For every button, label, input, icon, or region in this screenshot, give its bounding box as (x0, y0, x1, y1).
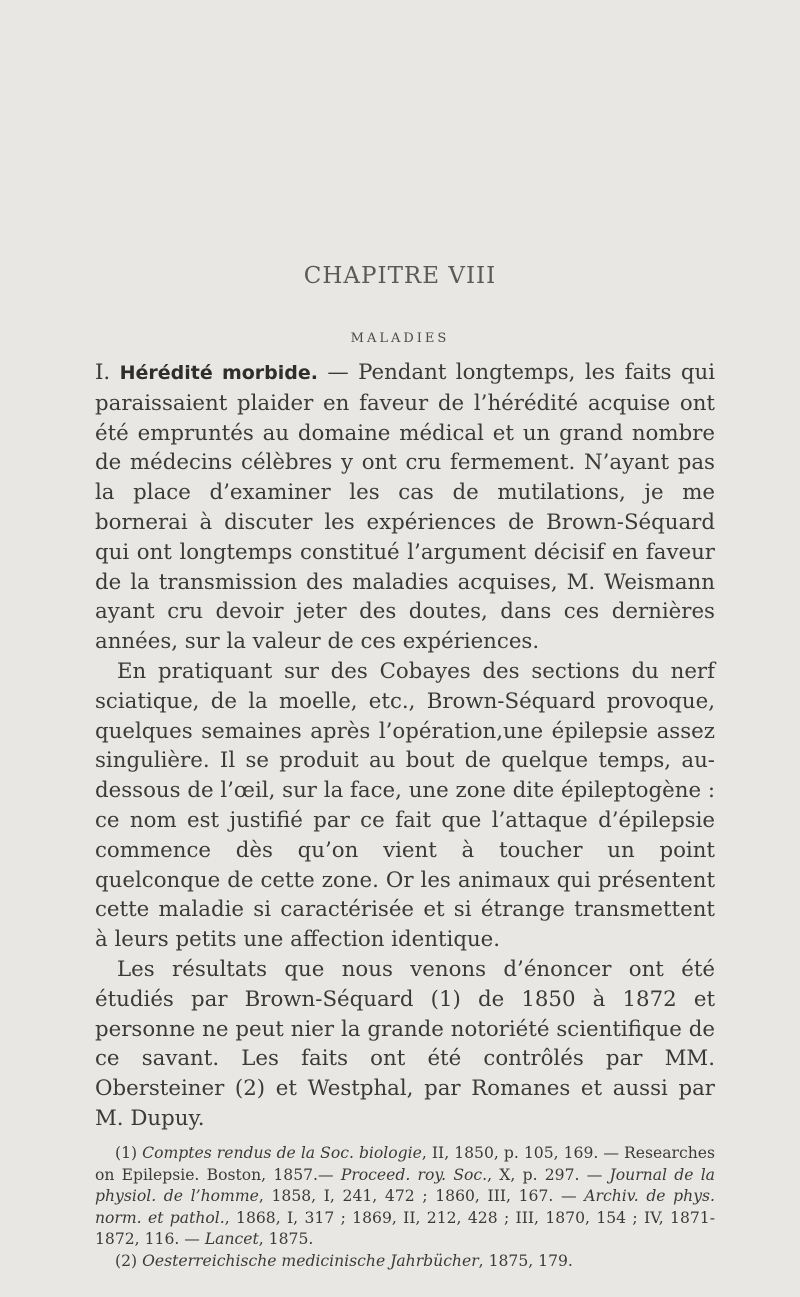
article-heading: Hérédité morbide. (119, 362, 318, 384)
footnote-1-source-5: Lancet (204, 1230, 259, 1248)
footnote-1-source-4: Archiv. de phys. norm. et pathol. (95, 1187, 715, 1227)
section-title: MALADIES (350, 331, 450, 346)
chapter-title: CHAPITRE VIII (303, 263, 497, 289)
footnote-1-text-1: , II, 1850, p. 105, 169. — Researches on Epilepsie. Boston, 1857.— (95, 1144, 715, 1184)
footnote-2-marker: (2) (115, 1251, 138, 1270)
footnote-1-text-2: , X, p. 297. — (487, 1165, 610, 1184)
paragraph-3: Les résultats que nous venons d’énoncer ont été étudiés par Brown-Séquard (1) de 1850 à 1872 et personne ne peut nier la grande notoriété scientifique de ce savant. Les faits ont été contrôlés par MM. Obersteiner (2) et Westphal, par Romanes et aussi par M. Dupuy. (95, 956, 715, 1131)
footnote-2-source: Oesterreichische medicinische Jahrbücher (142, 1251, 479, 1270)
footnote-2-text: , 1875, 179. (478, 1251, 573, 1270)
footnote-1-text-3: , 1858, I, 241, 472 ; 1860, III, 167. — (258, 1187, 585, 1205)
footnote-1-source-3: Journal de la physiol. de l’homme (95, 1165, 715, 1205)
footnotes (95, 1143, 715, 1272)
footnote-1-source-1: Comptes rendus de la Soc. biologie (142, 1144, 422, 1162)
body-text (95, 358, 715, 1134)
paragraph-1-text: — Pendant longtemps, les faits qui paraissaient plaider en faveur de l’hérédité acquise ont été empruntés au domaine médical et un grand nombre de médecins célèbres y ont cru fermement. N’ayant pas la place d’examiner les cas de mutilations, je me bornerai à discuter les expériences de Brown-Séquard qui ont longtemps constitué l’argument décisif en faveur de la transmission des maladies acquises, M. Weismann ayant cru devoir jeter des doutes, dans ces dernières années, sur la valeur de ces expériences. (95, 360, 716, 655)
footnote-1-marker: (1) (115, 1144, 138, 1162)
article-number: I. (95, 360, 111, 385)
footnote-1 (95, 1143, 715, 1251)
paragraph-2: En pratiquant sur des Cobayes des sections du nerf sciatique, de la moelle, etc., Brown-Séquard provoque, quelques semaines après l’opération,une épilepsie assez singulière. Il se produit au bout de quelque temps, au-dessous de l’œil, sur la face, une zone dite épileptogène : ce nom est justifié par ce fait que l’attaque d’épilepsie commence dès qu’on vient à toucher un point quelconque de cette zone. Or les animaux qui présentent cette maladie si caractérisée et si étrange transmettent à leurs petits une affection identique. (95, 658, 715, 953)
paragraph-1 (95, 358, 715, 657)
footnote-1-source-2: Proceed. roy. Soc. (340, 1165, 488, 1184)
footnote-1-text-5: , 1875. (258, 1230, 314, 1248)
footnote-2 (95, 1251, 715, 1273)
footnote-1-text-4: , 1868, I, 317 ; 1869, II, 212, 428 ; III, 1870, 154 ; IV, 1871-1872, 116. — (95, 1208, 715, 1248)
